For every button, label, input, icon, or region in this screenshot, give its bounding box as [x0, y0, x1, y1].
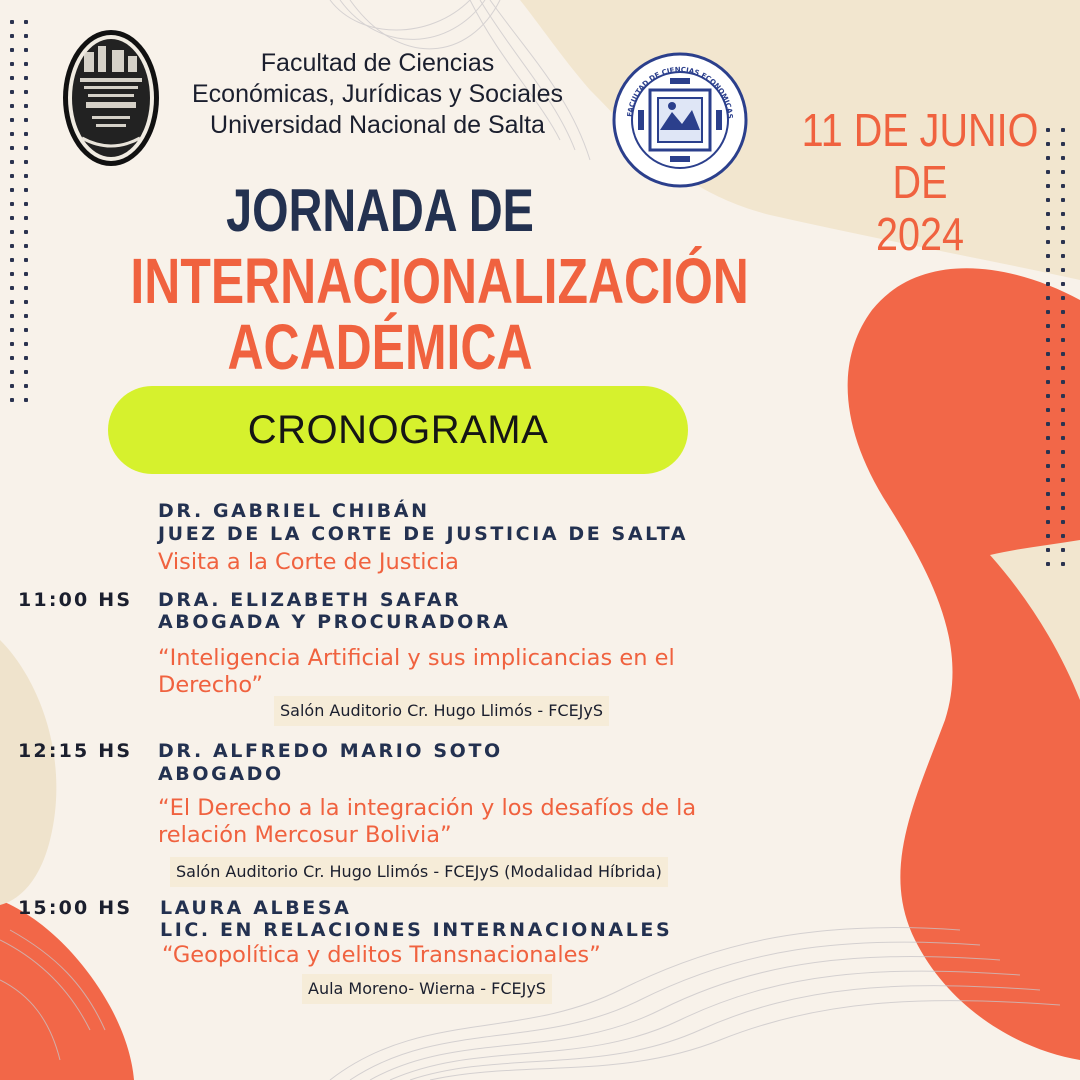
light-blob [0, 640, 56, 905]
faculty-name [170, 48, 585, 141]
dotted-line-left-2 [24, 20, 32, 412]
event-date-line-1: 11 DE JUNIO DE [801, 104, 1039, 208]
faculty-line-2: Económicas, Jurídicas y Sociales [192, 80, 563, 108]
session-time: 15:00 HS [18, 897, 133, 919]
session-time: 12:15 HS [18, 740, 133, 762]
session-location: Aula Moreno- Wierna - FCEJyS [302, 974, 552, 1004]
speaker-role: LIC. EN RELACIONES INTERNACIONALES [160, 919, 673, 941]
faculty-line-1: Facultad de Ciencias [260, 49, 495, 77]
speaker-name: DR. ALFREDO MARIO SOTO [158, 740, 503, 762]
talk-topic-line-2: Derecho” [158, 672, 264, 698]
speaker-role: ABOGADO [158, 763, 284, 785]
speaker-name: DR. GABRIEL CHIBÁN [158, 500, 430, 522]
talk-topic: Visita a la Corte de Justicia [158, 549, 459, 575]
speaker-role: ABOGADA Y PROCURADORA [158, 611, 511, 633]
speaker-name: DRA. ELIZABETH SAFAR [158, 589, 462, 611]
event-date-line-2: 2024 [875, 208, 965, 260]
faculty-emblem-logo [610, 50, 750, 190]
talk-topic-line-1: “El Derecho a la integración y los desafíos de la [158, 795, 697, 821]
talk-topic-line-1: “Inteligencia Artificial y sus implicancias en el [158, 645, 675, 671]
event-title-line-2: INTERNACIONALIZACIÓN [130, 245, 749, 317]
speaker-name: LAURA ALBESA [160, 897, 352, 919]
svg-text:FACULTAD DE CIENCIAS ECONOMICA: FACULTAD DE CIENCIAS ECONOMICAS [626, 65, 735, 120]
dotted-line-right-2 [1061, 128, 1069, 576]
dotted-line-left-1 [10, 20, 18, 412]
faculty-line-3: Universidad Nacional de Salta [210, 111, 545, 139]
speaker-role: JUEZ DE LA CORTE DE JUSTICIA DE SALTA [158, 523, 689, 545]
university-seal-logo [62, 28, 160, 168]
schedule-label-pill [108, 386, 688, 474]
session-location: Salón Auditorio Cr. Hugo Llimós - FCEJyS (Modalidad Híbrida) [170, 857, 668, 887]
schedule-label: CRONOGRAMA [247, 408, 549, 452]
talk-topic-line-2: relación Mercosur Bolivia” [158, 822, 452, 848]
event-title-line-3: ACADÉMICA [227, 311, 533, 383]
event-title-line-1: JORNADA DE [226, 177, 534, 244]
event-date [791, 104, 1049, 260]
talk-topic: “Geopolítica y delitos Transnacionales” [162, 942, 601, 968]
session-location: Salón Auditorio Cr. Hugo Llimós - FCEJyS [274, 696, 609, 726]
session-time: 11:00 HS [18, 589, 133, 611]
orange-corner [0, 900, 134, 1080]
